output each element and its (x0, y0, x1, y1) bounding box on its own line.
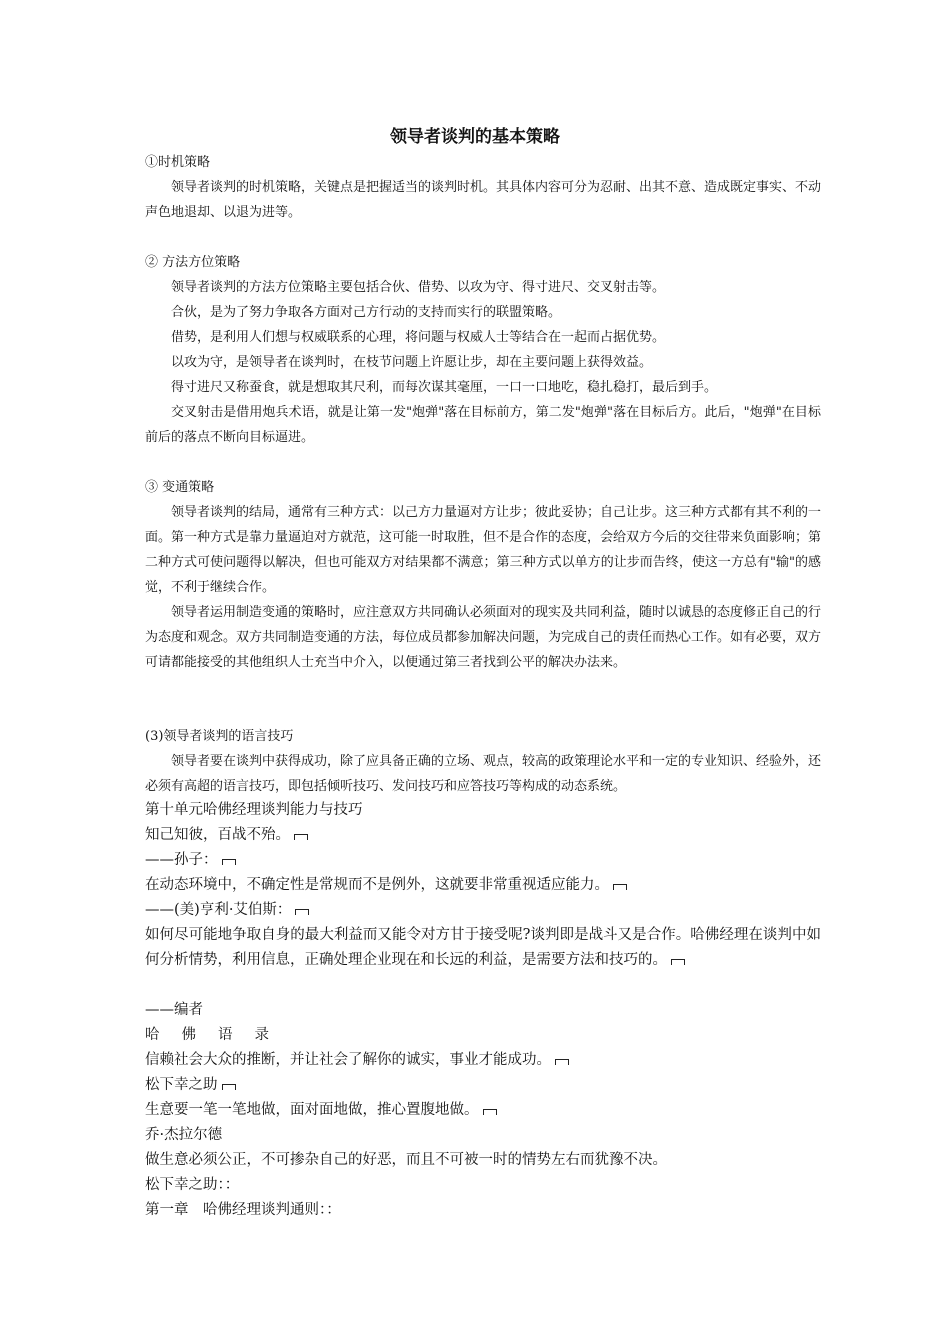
saying-text: 生意要一笔一笔地做，面对面地做，推心置腹地做。 (145, 1102, 479, 1118)
intro-paragraph (145, 923, 821, 973)
editor-attribution: ——编者 (145, 1002, 203, 1018)
section-heading: ①时机策略 (145, 155, 211, 170)
section-heading: ② 方法方位策略 (145, 255, 241, 270)
return-mark-icon (555, 1059, 569, 1065)
attribution-text: ——孙子： (145, 852, 218, 868)
author-text: 松下幸之助 (145, 1077, 218, 1093)
saying-author: 乔·杰拉尔德 (145, 1127, 223, 1143)
sayings-char: 语 (218, 1027, 233, 1043)
sayings-char: 录 (254, 1027, 269, 1043)
return-mark-icon (222, 1084, 236, 1090)
quote-text: 知己知彼，百战不殆。 (145, 827, 290, 843)
paragraph: 领导者谈判的结局，通常有三种方式：以己方力量逼对方让步；彼此妥协；自己让步。这三种方式都有其不利的一面。第一种方式是靠力量逼迫对方就范，这可能一时取胜，但不是合作的态度，会给双方今后的交往带来负面影响；第二种方式可使问题得以解决，但也可能双方对结果都不满意；第三种方式以单方的让步而告终，使这一方总有"输"的感觉，不利于继续合作。 (145, 505, 822, 595)
section-heading: ③ 变通策略 (145, 480, 215, 495)
saying-author: 松下幸之助：： (145, 1177, 240, 1193)
section-heading: (3)领导者谈判的语言技巧 (145, 729, 294, 744)
return-mark-icon (483, 1109, 497, 1115)
quote-text: 在动态环境中，不确定性是常规而不是例外，这就要非常重视适应能力。 (145, 877, 609, 893)
section-flexibility (145, 475, 821, 675)
return-mark-icon (295, 909, 309, 915)
saying (145, 1048, 821, 1073)
sayings-title (145, 1023, 821, 1048)
section-language (145, 724, 821, 799)
intro-text: 如何尽可能地争取自身的最大利益而又能令对方甘于接受呢?谈判即是战斗又是合作。哈佛经理在谈判中如何分析情势，利用信息，正确处理企业现在和长远的利益，是需要方法和技巧的。 (145, 927, 821, 968)
return-mark-icon (222, 859, 236, 865)
paragraph: 领导者运用制造变通的策略时，应注意双方共同确认必须面对的现实及共同利益，随时以诚恳的态度修正自己的行为态度和观念。双方共同制造变通的方法，每位成员都参加解决问题，为完成自己的责任而热心工作。如有必要，双方可请都能接受的其他组织人士充当中介入，以便通过第三者找到公平的解决办法来。 (145, 605, 822, 670)
paragraph: 得寸进尺又称蚕食，就是想取其尺利，而每次谋其毫厘，一口一口地吃，稳扎稳打，最后到手。 (171, 380, 718, 395)
sayings-char: 佛 (181, 1027, 196, 1043)
paragraph: 领导者谈判的时机策略，关键点是把握适当的谈判时机。其具体内容可分为忍耐、出其不意、造成既定事实、不动声色地退却、以退为进等。 (145, 180, 822, 220)
quote-attribution (145, 898, 821, 923)
paragraph: 以攻为守，是领导者在谈判时，在枝节问题上许愿让步，却在主要问题上获得效益。 (171, 355, 653, 370)
quote (145, 873, 821, 898)
section-timing (145, 150, 821, 225)
return-mark-icon (613, 884, 627, 890)
paragraph: 领导者要在谈判中获得成功，除了应具备正确的立场、观点，较高的政策理论水平和一定的专业知识、经验外，还必须有高超的语言技巧，即包括倾听技巧、发问技巧和应答技巧等构成的动态系统。 (145, 754, 822, 794)
section-method (145, 250, 821, 450)
unit-title: 第十单元哈佛经理谈判能力与技巧 (145, 802, 363, 818)
paragraph: 合伙，是为了努力争取各方面对己方行动的支持而实行的联盟策略。 (171, 305, 562, 320)
saying-author (145, 1073, 821, 1098)
quote (145, 823, 821, 848)
quote-attribution (145, 848, 821, 873)
blank-line (145, 973, 821, 998)
return-mark-icon (671, 959, 685, 965)
paragraph: 领导者谈判的方法方位策略主要包括合伙、借势、以攻为守、得寸进尺、交叉射击等。 (171, 280, 666, 295)
paragraph: 借势，是利用人们想与权威联系的心理，将问题与权威人士等结合在一起而占据优势。 (171, 330, 666, 345)
return-mark-icon (294, 834, 308, 840)
document-title: 领导者谈判的基本策略 (390, 127, 560, 147)
unit-section (145, 798, 821, 1223)
sayings-char: 哈 (145, 1027, 160, 1043)
saying: 做生意必须公正，不可掺杂自己的好恶，而且不可被一时的情势左右而犹豫不决。 (145, 1152, 667, 1168)
saying-text: 信赖社会大众的推断，并让社会了解你的诚实，事业才能成功。 (145, 1052, 551, 1068)
attribution-text: ——(美)亨利·艾伯斯： (145, 902, 292, 918)
paragraph: 交叉射击是借用炮兵术语，就是让第一发"炮弹"落在目标前方，第二发"炮弹"落在目标后方。此后，"炮弹"在目标前后的落点不断向目标逼进。 (145, 405, 821, 445)
saying (145, 1098, 821, 1123)
chapter-heading: 第一章 哈佛经理谈判通则：： (145, 1202, 341, 1218)
